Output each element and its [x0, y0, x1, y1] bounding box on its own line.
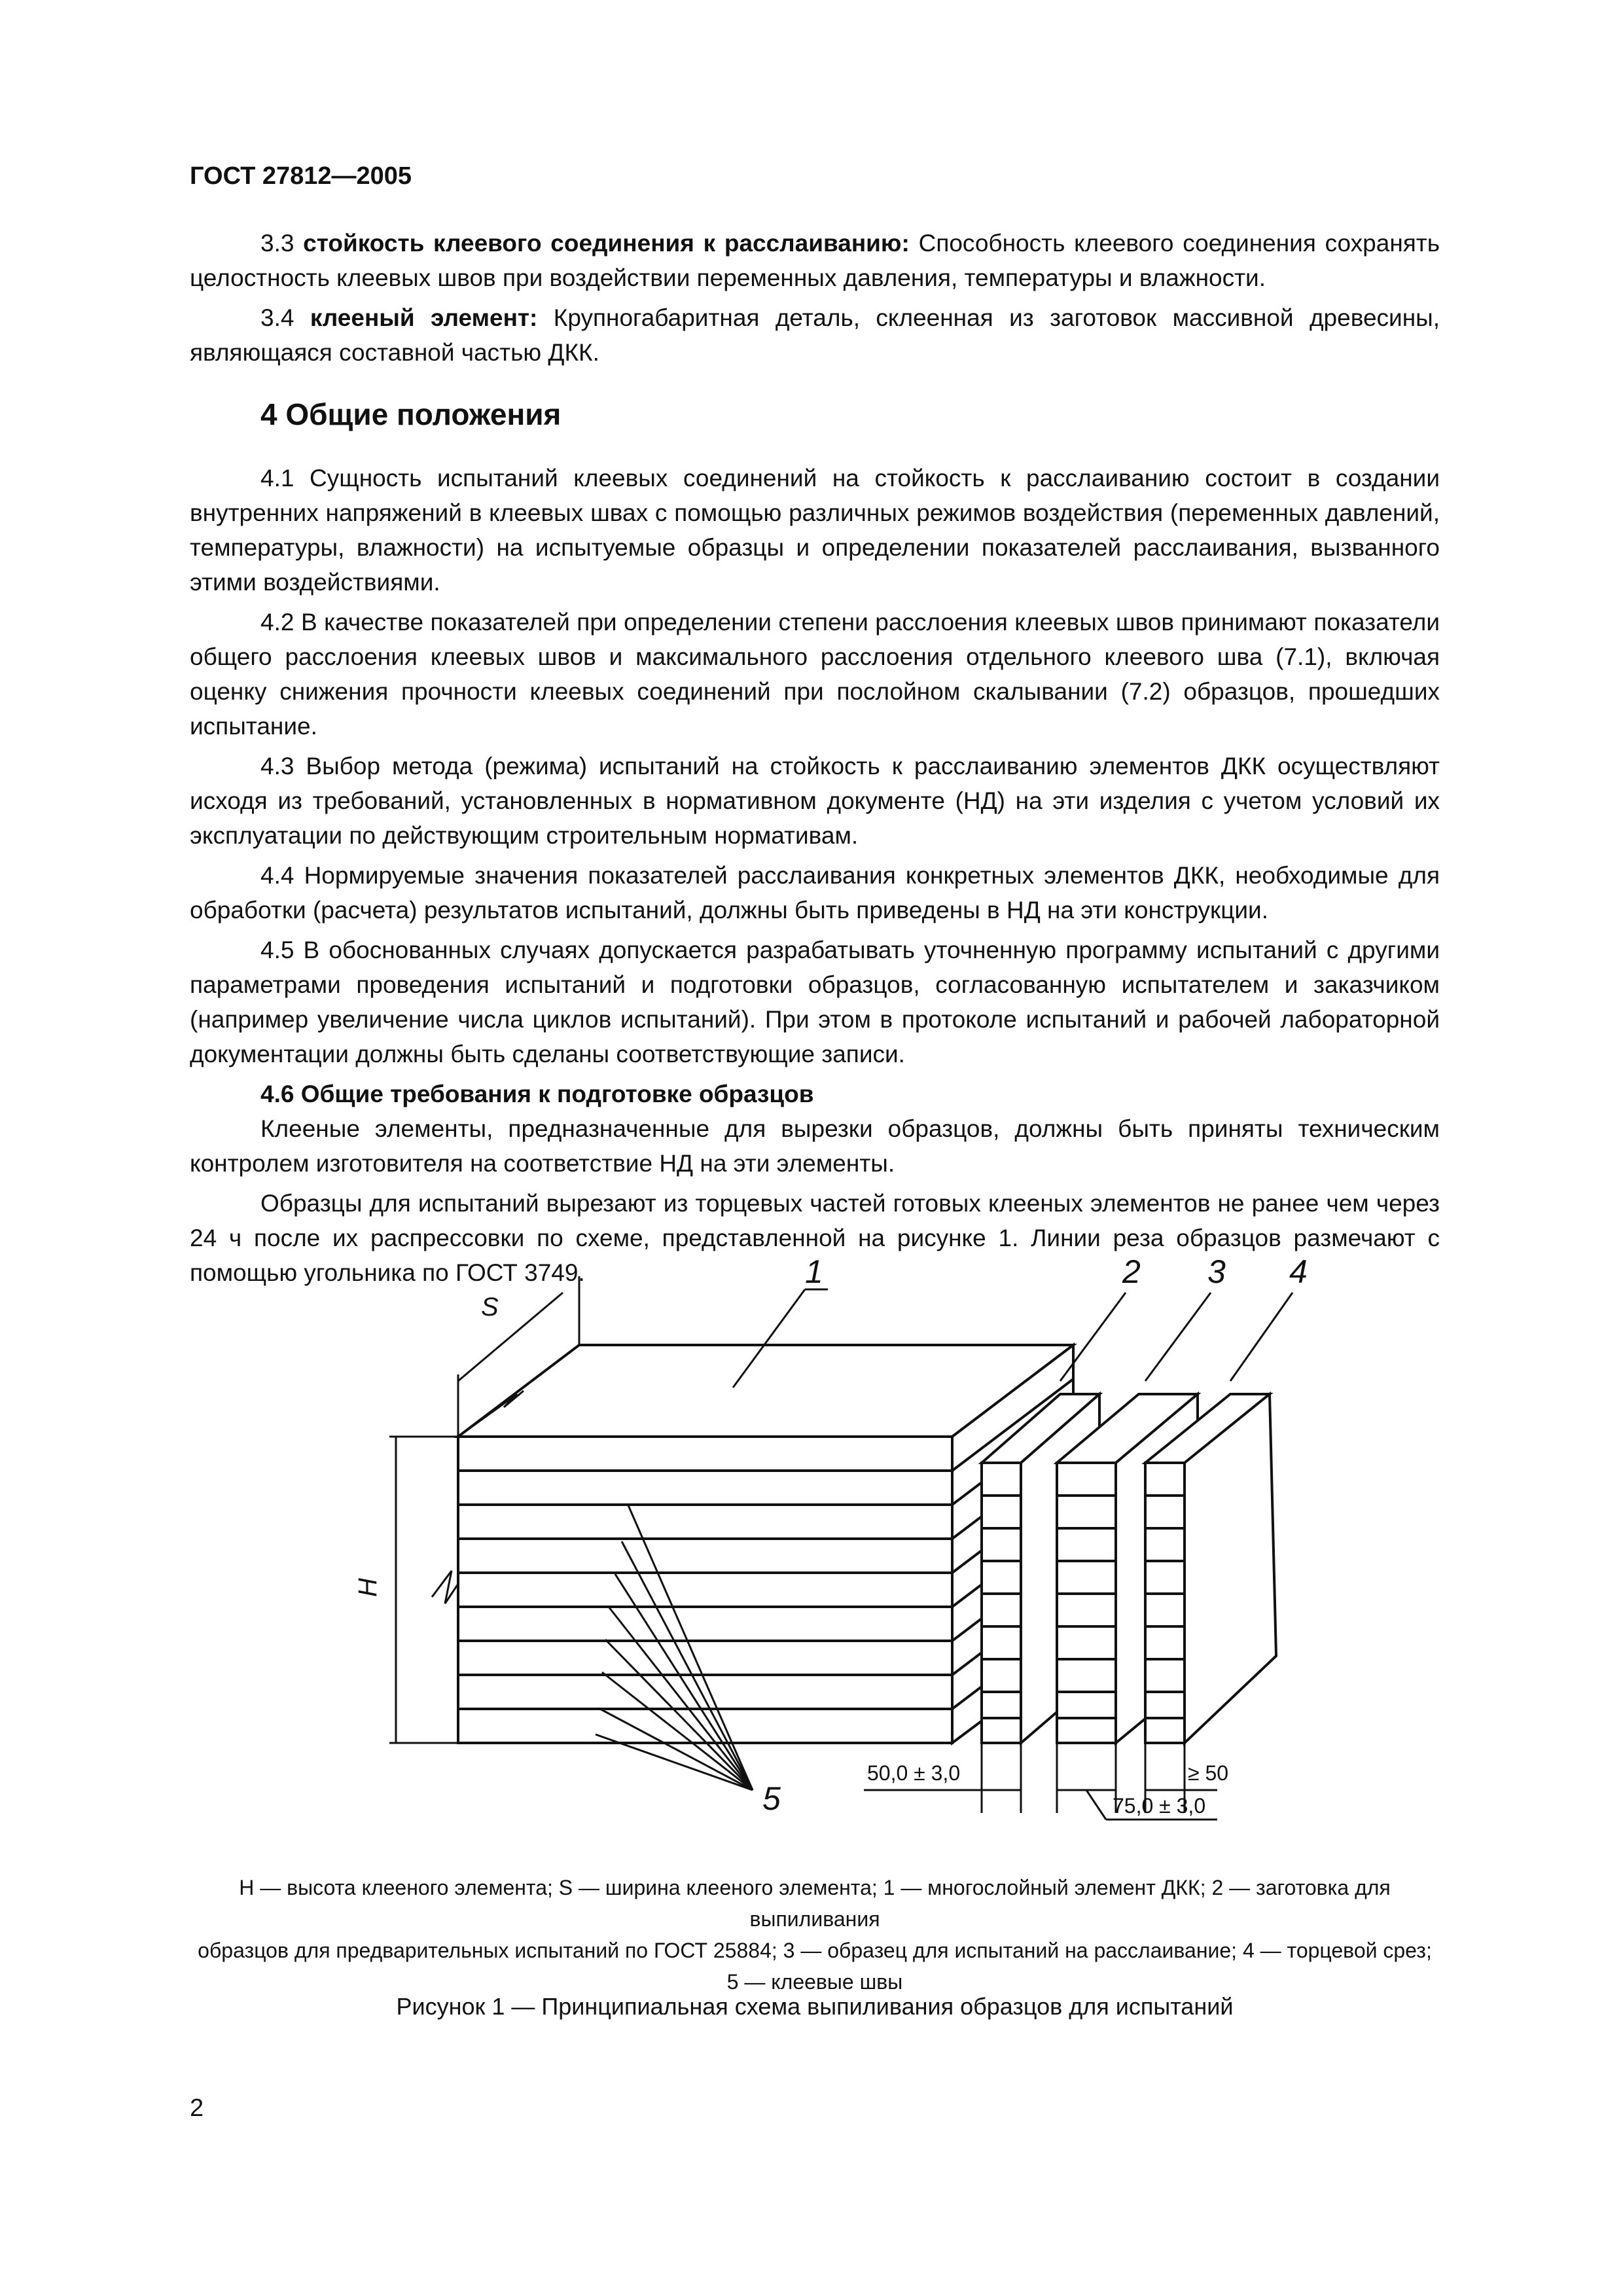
dim-50: 50,0 ± 3,0	[867, 1761, 961, 1785]
document-id: ГОСТ 27812—2005	[190, 162, 412, 190]
label-5: 5	[762, 1780, 781, 1817]
label-s: S	[481, 1293, 499, 1321]
subheading-4-6: 4.6 Общие требования к подготовке образцов	[260, 1081, 814, 1107]
paragraph-4-6-a: Клееные элементы, предназначенные для вырезки образцов, должны быть приняты техническим контролем изготовителя на соответствие НД на эти элементы.	[190, 1115, 1440, 1177]
paragraph-4-6-b: Образцы для испытаний вырезают из торцевых частей готовых клееных элементов не ранее чем через 24 ч после их распрессовки по схеме, представленной на рисунке 1. Линии реза образцов размечают с помощью угольника по ГОСТ 3749.	[190, 1190, 1440, 1286]
term-3-3: 3.3 стойкость клеевого соединения к расслаиванию: Способность клеевого соединения сохранять целостность клеевых швов при воздействии переменных давления, температуры и влажности.	[190, 230, 1440, 291]
paragraph-4-2: 4.2 В качестве показателей при определении степени расслоения клеевых швов принимают показатели общего расслоения клеевых швов и максимального расслоения отдельного клеевого шва (7.1), включая оценку снижения прочности клеевых соединений при послойном скалывании (7.2) образцов, прошедших испытание.	[190, 609, 1440, 740]
paragraph-4-3: 4.3 Выбор метода (режима) испытаний на стойкость к расслаиванию элементов ДКК осуществляют исходя из требований, установленных в нормативном документе (НД) на эти изделия с учетом условий их эксплуатации по действующим строительным нормативам.	[190, 753, 1440, 849]
page-number: 2	[190, 2094, 204, 2122]
label-3: 3	[1207, 1253, 1226, 1290]
label-4: 4	[1289, 1253, 1308, 1290]
element-front-layers	[458, 1437, 952, 1743]
section-heading: 4 Общие положения	[260, 397, 562, 431]
slice-4-end-cut	[1145, 1394, 1276, 1743]
term-3-4: 3.4 клееный элемент: Крупногабаритная деталь, склеенная из заготовок массивной древесины, являющаяся составной частью ДКК.	[190, 304, 1440, 366]
dim-ge-50: ≥ 50	[1188, 1761, 1229, 1785]
dimension-height-h	[389, 1437, 458, 1743]
legend-line-3: 5 — клеевые швы	[726, 1970, 903, 1994]
label-2: 2	[1122, 1253, 1141, 1290]
label-1: 1	[805, 1253, 823, 1290]
legend-line-1: H — высота клееного элемента; S — ширина клееного элемента; 1 — многослойный элемент ДКК; 2 — заготовка для выпиливания	[239, 1876, 1391, 1931]
legend-line-2: образцов для предварительных испытаний по ГОСТ 25884; 3 — образец для испытаний на расслаивание; 4 — торцевой срез;	[198, 1939, 1432, 1962]
figure-legend	[190, 1872, 1440, 1998]
dim-75: 75,0 ± 3,0	[1113, 1794, 1206, 1818]
label-h: H	[353, 1578, 382, 1597]
paragraph-4-5: 4.5 В обоснованных случаях допускается разрабатывать уточненную программу испытаний с другими параметрами проведения испытаний и подготовки образцов, согласованную испытателем и заказчиком (например увеличение числа циклов испытаний). При этом в протоколе испытаний и рабочей лабораторной документации должны быть сделаны соответствующие записи.	[190, 937, 1440, 1067]
paragraph-4-1: 4.1 Сущность испытаний клеевых соединений на стойкость к расслаиванию состоит в создании внутренних напряжений в клеевых швах с помощью различных режимов воздействия (переменных давлений, температуры, влажности) на испытуемые образцы и определении показателей расслаивания, вызванного этими воздействиями.	[190, 465, 1440, 596]
figure-title: Рисунок 1 — Принципиальная схема выпиливания образцов для испытаний	[396, 1993, 1234, 2020]
paragraph-4-4: 4.4 Нормируемые значения показателей расслаивания конкретных элементов ДКК, необходимые для обработки (расчета) результатов испытаний, должны быть приведены в НД на эти конструкции.	[190, 862, 1440, 924]
